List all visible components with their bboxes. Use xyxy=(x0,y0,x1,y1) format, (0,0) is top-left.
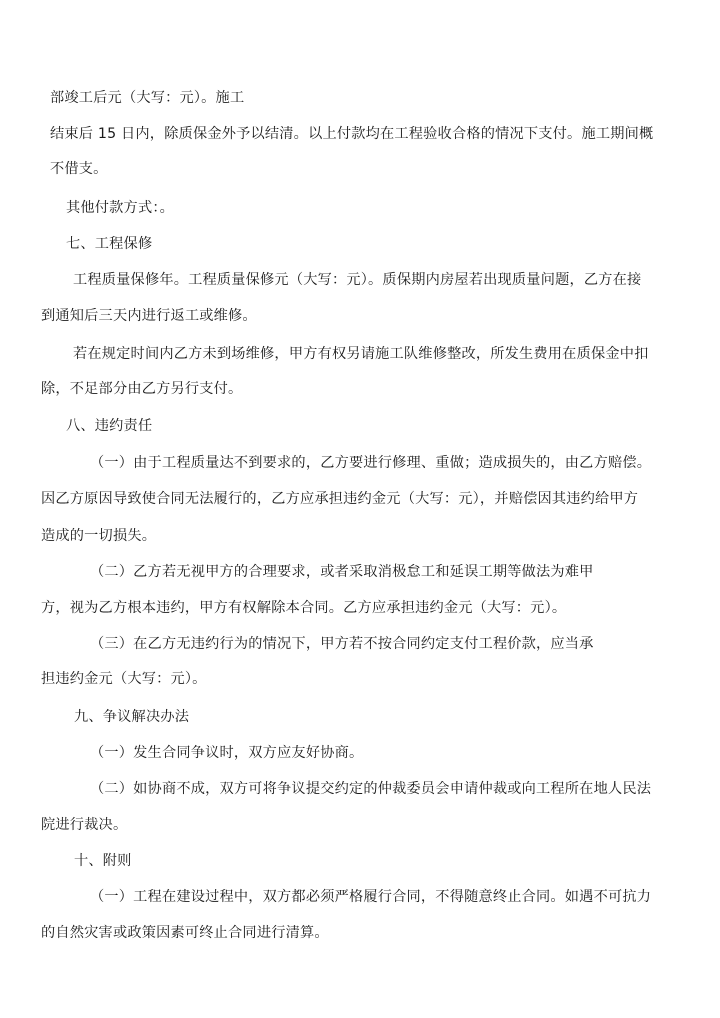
text-line: 部竣工后元（大写：元）。施工 xyxy=(50,90,245,106)
section-heading-9: 九、争议解决办法 xyxy=(74,709,190,725)
section-heading-8: 八、违约责任 xyxy=(66,418,153,434)
text-line: （一）由于工程质量达不到要求的，乙方要进行修理、重做；造成损失的，由乙方赔偿。 xyxy=(90,455,652,471)
text-line: 若在规定时间内乙方未到场维修，甲方有权另请施工队维修整改，所发生费用在质保金中扣 xyxy=(73,346,649,362)
text-line: 因乙方原因导致使合同无法履行的，乙方应承担违约金元（大写：元），并赔偿因其违约给甲方 xyxy=(41,491,639,507)
text-line: 其他付款方式：。 xyxy=(66,200,175,216)
text-line: （二）如协商不成，双方可将争议提交约定的仲裁委员会申请仲裁或向工程所在地人民法 xyxy=(90,781,652,797)
text-line: 的自然灾害或政策因素可终止合同进行清算。 xyxy=(41,925,329,941)
section-heading-10: 十、附则 xyxy=(74,853,132,869)
text-line: 院进行裁决。 xyxy=(41,817,128,833)
text-line: 结束后 15 日内，除质保金外予以结清。以上付款均在工程验收合格的情况下支付。施工期间概 xyxy=(50,126,654,142)
text-line: 除，不足部分由乙方另行支付。 xyxy=(41,381,243,397)
text-line: （三）在乙方无违约行为的情况下，甲方若不按合同约定支付工程价款，应当承 xyxy=(90,636,594,652)
text-line: 到通知后三天内进行返工或维修。 xyxy=(41,308,257,324)
text-line: （一）工程在建设过程中，双方都必须严格履行合同，不得随意终止合同。如遇不可抗力 xyxy=(90,889,652,905)
text-line: 工程质量保修年。工程质量保修元（大写：元）。质保期内房屋若出现质量问题，乙方在接 xyxy=(73,272,642,288)
text-line: （二）乙方若无视甲方的合理要求，或者采取消极怠工和延误工期等做法为难甲 xyxy=(90,564,594,580)
text-line: 担违约金元（大写：元）。 xyxy=(41,671,207,687)
text-line: 造成的一切损失。 xyxy=(41,528,157,544)
text-line: 方，视为乙方根本违约，甲方有权解除本合同。乙方应承担违约金元（大写：元）。 xyxy=(41,600,567,616)
text-line: （一）发生合同争议时，双方应友好协商。 xyxy=(90,745,364,761)
section-heading-7: 七、工程保修 xyxy=(66,236,153,252)
text-line: 不借支。 xyxy=(50,161,108,177)
